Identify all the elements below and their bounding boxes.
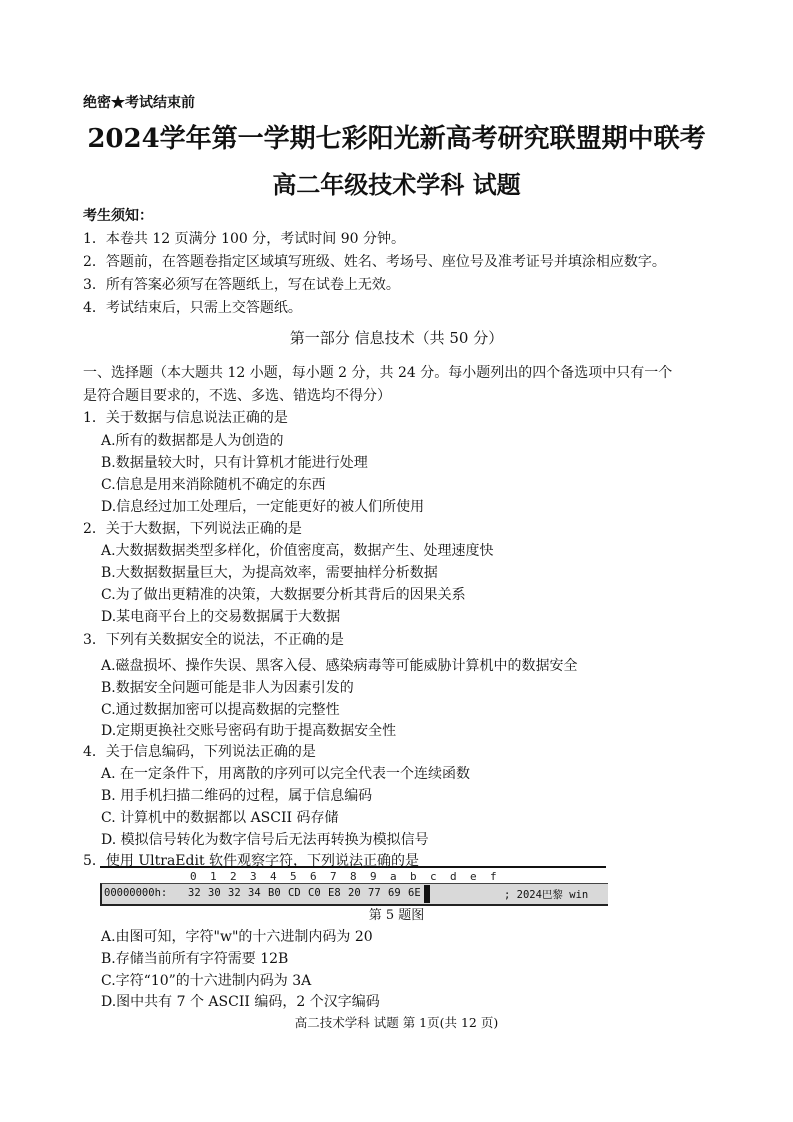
question-option: C.字符“10”的十六进制内码为 3A	[101, 973, 312, 989]
hex-byte: 69	[388, 887, 401, 899]
hex-column-label: b	[410, 870, 417, 883]
question-option: A.由图可知，字符"w"的十六进制内码为 20	[101, 929, 373, 945]
question-option: D. 模拟信号转化为数字信号后无法再转换为模拟信号	[101, 832, 429, 848]
question-option: D.某电商平台上的交易数据属于大数据	[101, 609, 341, 625]
section-title: 第一部分 信息技术（共 50 分）	[289, 329, 504, 347]
hex-column-label: 3	[250, 870, 257, 883]
question-option: B.大数据数据量巨大，为提高效率，需要抽样分析数据	[101, 565, 438, 581]
exam-subtitle: 高二年级技术学科 试题	[272, 170, 521, 199]
figure-caption: 第 5 题图	[368, 908, 425, 923]
question-option: D.定期更换社交账号密码有助于提高数据安全性	[101, 723, 397, 739]
question-option: C. 计算机中的数据都以 ASCII 码存储	[101, 810, 339, 826]
hex-byte: 30	[208, 887, 221, 899]
hex-column-label: 6	[310, 870, 317, 883]
hex-column-label: 2	[230, 870, 237, 883]
notice-heading: 考生须知：	[83, 208, 153, 224]
hex-offset: 00000000h:	[104, 887, 168, 899]
hex-byte: B0	[268, 887, 281, 899]
question-option: A.所有的数据都是人为创造的	[101, 433, 284, 449]
notice-item: 3．所有答案必须写在答题纸上，写在试卷上无效。	[83, 277, 400, 293]
notice-item: 2．答题前，在答题卷指定区域填写班级、姓名、考场号、座位号及准考证号并填涂相应数字。	[83, 254, 666, 270]
question-stem: 4．关于信息编码，下列说法正确的是	[83, 744, 316, 760]
hex-column-label: 4	[270, 870, 277, 883]
question-option: C.信息是用来消除随机不确定的东西	[101, 477, 326, 493]
question-option: C.通过数据加密可以提高数据的完整性	[101, 702, 340, 718]
hex-byte: 34	[248, 887, 261, 899]
hex-byte: C0	[308, 887, 321, 899]
hex-byte: 77	[368, 887, 381, 899]
question-option: A.磁盘损坏、操作失误、黑客入侵、感染病毒等可能威胁计算机中的数据安全	[101, 658, 578, 674]
text-cursor	[424, 885, 430, 903]
hex-byte: CD	[288, 887, 301, 899]
hex-byte: 20	[348, 887, 361, 899]
ultraedit-hex-view	[100, 866, 606, 906]
confidential-label: 绝密★考试结束前	[83, 95, 195, 111]
hex-text-preview: ; 2024巴黎 win	[504, 889, 589, 901]
notice-item: 1．本卷共 12 页满分 100 分，考试时间 90 分钟。	[83, 231, 405, 247]
question-option: A.大数据数据类型多样化，价值密度高，数据产生、处理速度快	[101, 543, 494, 559]
section-intro-line: 一、选择题（本大题共 12 小题，每小题 2 分，共 24 分。每小题列出的四个备选项中只有一个	[83, 365, 673, 381]
hex-column-label: f	[490, 870, 497, 883]
question-option: B. 用手机扫描二维码的过程，属于信息编码	[101, 788, 373, 804]
hex-column-label: 5	[290, 870, 297, 883]
hex-byte: 32	[228, 887, 241, 899]
hex-column-label: 9	[370, 870, 377, 883]
hex-column-label: c	[430, 870, 437, 883]
hex-column-label: e	[470, 870, 477, 883]
section-intro-line: 是符合题目要求的，不选、多选、错选均不得分）	[83, 388, 391, 404]
question-option: A. 在一定条件下，用离散的序列可以完全代表一个连续函数	[101, 766, 471, 782]
notice-item: 4．考试结束后，只需上交答题纸。	[83, 300, 302, 316]
question-option: D.信息经过加工处理后，一定能更好的被人们所使用	[101, 499, 425, 515]
hex-column-label: 8	[350, 870, 357, 883]
hex-column-label: 0	[190, 870, 197, 883]
hex-byte: 32	[188, 887, 201, 899]
question-option: C.为了做出更精准的决策，大数据要分析其背后的因果关系	[101, 587, 466, 603]
hex-column-label: d	[450, 870, 457, 883]
hex-data-row	[100, 883, 608, 906]
question-option: B.数据安全问题可能是非人为因素引发的	[101, 680, 354, 696]
exam-title: 2024学年第一学期七彩阳光新高考研究联盟期中联考	[87, 124, 706, 154]
question-option: B.数据量较大时，只有计算机才能进行处理	[101, 455, 368, 471]
question-stem: 5．使用 UltraEdit 软件观察字符，下列说法正确的是	[83, 853, 420, 869]
hex-column-label: 7	[330, 870, 337, 883]
question-option: D.图中共有 7 个 ASCII 编码，2 个汉字编码	[101, 994, 380, 1010]
hex-byte: E8	[328, 887, 341, 899]
hex-byte: 6E	[408, 887, 421, 899]
page-footer: 高二技术学科 试题 第 1页(共 12 页)	[294, 1015, 499, 1030]
question-stem: 2．关于大数据，下列说法正确的是	[83, 521, 302, 537]
hex-column-label: 1	[210, 870, 217, 883]
question-stem: 3．下列有关数据安全的说法，不正确的是	[83, 632, 344, 648]
question-option: B.存储当前所有字符需要 12B	[101, 951, 289, 967]
question-stem: 1．关于数据与信息说法正确的是	[83, 410, 288, 426]
hex-column-label: a	[390, 870, 397, 883]
